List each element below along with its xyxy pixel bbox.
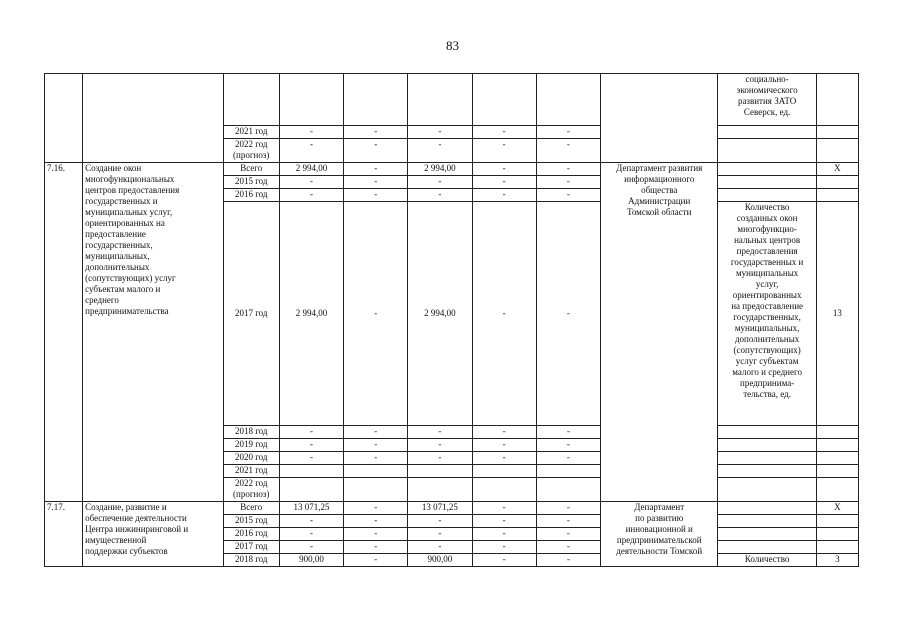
program-table xyxy=(44,73,859,567)
value-cell: - xyxy=(344,439,408,452)
page-number: 83 xyxy=(446,38,459,53)
item-number: 7.17. xyxy=(45,502,83,567)
value-cell: - xyxy=(408,426,472,439)
value-cell: - xyxy=(536,189,600,202)
year-cell: 2018 год xyxy=(223,426,279,439)
value-cell: - xyxy=(279,189,343,202)
table-row xyxy=(45,502,859,515)
value-cell: 2 994,00 xyxy=(408,202,472,426)
value-cell xyxy=(279,478,343,502)
value-cell: - xyxy=(344,502,408,515)
value-cell xyxy=(344,465,408,478)
value-cell: - xyxy=(472,176,536,189)
item-number: 7.16. xyxy=(45,163,83,502)
value-cell: - xyxy=(472,515,536,528)
value-cell xyxy=(279,465,343,478)
value-cell: 13 071,25 xyxy=(279,502,343,515)
value-cell: - xyxy=(344,189,408,202)
value-cell: - xyxy=(536,439,600,452)
year-cell: 2021 год xyxy=(223,465,279,478)
value-cell: - xyxy=(472,554,536,567)
value-cell: - xyxy=(408,515,472,528)
value-cell: - xyxy=(408,541,472,554)
value-cell: 900,00 xyxy=(279,554,343,567)
value-cell: - xyxy=(408,176,472,189)
value-cell: - xyxy=(536,163,600,176)
value-cell: - xyxy=(536,528,600,541)
value-cell: - xyxy=(279,515,343,528)
value-cell: - xyxy=(408,126,472,139)
value-cell: - xyxy=(472,452,536,465)
value-cell: - xyxy=(472,139,536,163)
value-cell: 2 994,00 xyxy=(408,163,472,176)
value-cell: 13 071,25 xyxy=(408,502,472,515)
value-cell: - xyxy=(408,139,472,163)
value-cell: - xyxy=(536,139,600,163)
value-cell: - xyxy=(279,426,343,439)
item-name: Создание, развитие и обеспечение деятельности Центра инжиниринговой и имущественной поддержки субъектов xyxy=(83,502,224,567)
value-cell: - xyxy=(472,439,536,452)
year-cell: 2017 год xyxy=(223,202,279,426)
value-cell: - xyxy=(279,126,343,139)
value-cell: - xyxy=(279,452,343,465)
value-cell: - xyxy=(536,426,600,439)
value-cell: - xyxy=(344,163,408,176)
value-cell: 2 994,00 xyxy=(279,163,343,176)
value-cell: - xyxy=(279,176,343,189)
value-cell: - xyxy=(536,502,600,515)
value-cell: - xyxy=(536,515,600,528)
value-cell: - xyxy=(472,202,536,426)
total-mark: Х xyxy=(816,163,858,176)
value-cell: - xyxy=(279,528,343,541)
value-cell: - xyxy=(408,189,472,202)
value-cell: - xyxy=(472,163,536,176)
value-cell: - xyxy=(408,528,472,541)
value-cell xyxy=(472,478,536,502)
indicator-cell: Количество созданных окон многофункцио- нальных центров предоставления государственных и муниципальных услуг, ориентированных на предоставление государственных, муниципальных, дополнительных (сопутствующих) услуг субъектам малого и среднего предпринима- тельства, ед. xyxy=(718,202,816,426)
indicator-cell: социально- экономического развития ЗАТО Северск, ед. xyxy=(718,74,816,126)
value-cell: - xyxy=(472,528,536,541)
value-cell: - xyxy=(472,126,536,139)
value-cell: - xyxy=(344,515,408,528)
value-cell: 2 994,00 xyxy=(279,202,343,426)
value-cell: - xyxy=(472,502,536,515)
year-cell: 2016 год xyxy=(223,189,279,202)
value-cell: - xyxy=(344,202,408,426)
item-name: Создание окон многофункциональных центров предоставления государственных и муниципальных услуг, ориентированных на предоставление государственных, муниципальных, дополнительных (сопутствующих) услуг субъектам малого и среднего предпринимательства xyxy=(83,163,224,502)
value-cell: - xyxy=(408,439,472,452)
total-mark: Х xyxy=(816,502,858,515)
value-cell: 900,00 xyxy=(408,554,472,567)
value-cell: - xyxy=(344,176,408,189)
value-cell: - xyxy=(472,189,536,202)
year-cell: 2015 год xyxy=(223,176,279,189)
year-cell: 2016 год xyxy=(223,528,279,541)
value-cell: - xyxy=(536,202,600,426)
year-cell: 2015 год xyxy=(223,515,279,528)
value-cell: - xyxy=(344,554,408,567)
table-row xyxy=(45,74,859,126)
value-cell: - xyxy=(344,426,408,439)
year-cell: 2020 год xyxy=(223,452,279,465)
table-row xyxy=(45,163,859,176)
value-cell: - xyxy=(536,126,600,139)
executor-cell: Департамент по развитию инновационной и предпринимательской деятельности Томской xyxy=(601,502,718,567)
value-cell xyxy=(536,465,600,478)
year-cell: 2022 год (прогноз) xyxy=(223,478,279,502)
year-cell: Всего xyxy=(223,502,279,515)
value-cell: - xyxy=(536,554,600,567)
value-cell: - xyxy=(472,541,536,554)
indicator-value: 3 xyxy=(816,554,858,567)
value-cell xyxy=(472,465,536,478)
value-cell: - xyxy=(279,541,343,554)
value-cell xyxy=(344,478,408,502)
year-cell: 2022 год (прогноз) xyxy=(223,139,279,163)
executor-cell: Департамент развития информационного общества Администрации Томской области xyxy=(601,163,718,502)
value-cell: - xyxy=(536,452,600,465)
value-cell: - xyxy=(279,439,343,452)
value-cell xyxy=(536,478,600,502)
value-cell: - xyxy=(344,541,408,554)
value-cell: - xyxy=(344,139,408,163)
indicator-value: 13 xyxy=(816,202,858,426)
value-cell: - xyxy=(472,426,536,439)
value-cell: - xyxy=(536,176,600,189)
value-cell: - xyxy=(536,541,600,554)
value-cell: - xyxy=(344,528,408,541)
value-cell xyxy=(408,478,472,502)
value-cell: - xyxy=(279,139,343,163)
value-cell xyxy=(408,465,472,478)
value-cell: - xyxy=(344,126,408,139)
value-cell: - xyxy=(408,452,472,465)
indicator-cell: Количество xyxy=(718,554,816,567)
year-cell: 2017 год xyxy=(223,541,279,554)
year-cell: 2021 год xyxy=(223,126,279,139)
year-cell: Всего xyxy=(223,163,279,176)
year-cell: 2019 год xyxy=(223,439,279,452)
value-cell: - xyxy=(344,452,408,465)
year-cell: 2018 год xyxy=(223,554,279,567)
